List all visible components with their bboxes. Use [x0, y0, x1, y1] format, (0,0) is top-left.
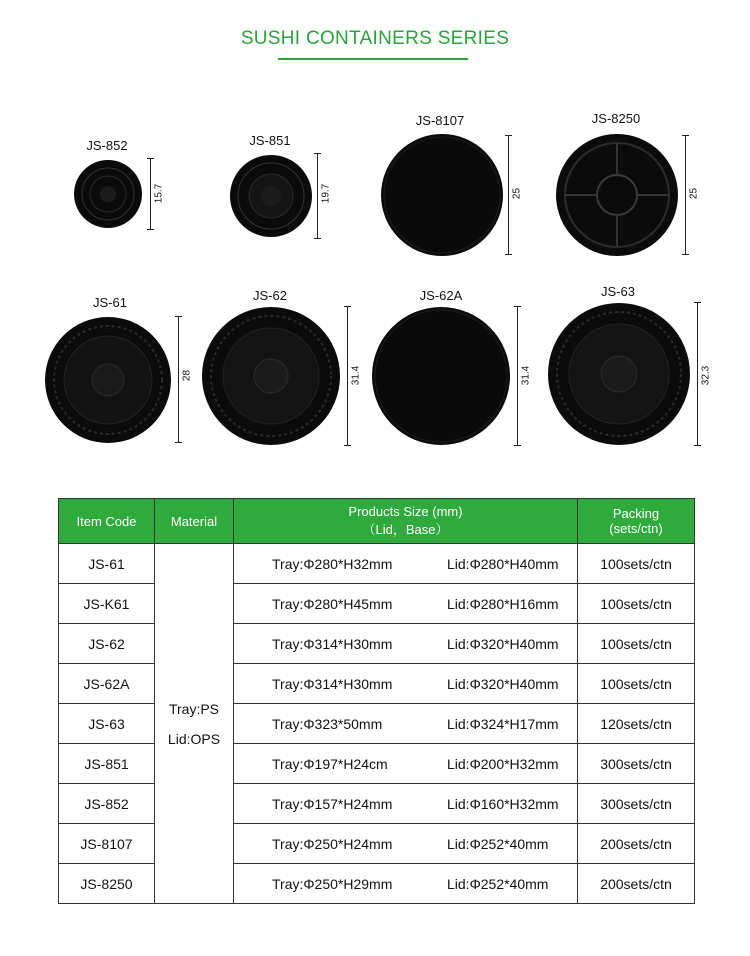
row-lid: Lid:Φ160*H32mm [447, 795, 559, 812]
container-image-js-62a [371, 306, 511, 446]
dimension-label: 28 [181, 369, 193, 382]
row-tray: Tray:Φ250*H29mm [272, 875, 393, 892]
product-code-js-8250: JS-8250 [591, 111, 641, 126]
row-code: JS-63 [59, 704, 155, 744]
material-tray: Tray:PS [168, 700, 220, 717]
dimension-line [508, 135, 509, 255]
dimension-label: 25 [511, 187, 523, 200]
row-tray: Tray:Φ314*H30mm [272, 675, 393, 692]
row-size [234, 784, 578, 824]
row-tray: Tray:Φ314*H30mm [272, 635, 393, 652]
container-image-js-851 [228, 153, 314, 239]
container-image-js-62 [201, 306, 341, 446]
dimension-label: 19.7 [320, 183, 332, 204]
header-packing-line2: (sets/ctn) [609, 521, 663, 536]
dimension-line [317, 153, 318, 239]
dimension-label: 31.4 [350, 365, 362, 386]
row-code: JS-61 [59, 544, 155, 584]
row-packing: 300sets/ctn [578, 784, 695, 824]
material-cell [155, 544, 234, 904]
row-lid: Lid:Φ200*H32mm [447, 755, 559, 772]
table-row [59, 544, 695, 584]
row-lid: Lid:Φ320*H40mm [447, 675, 559, 692]
row-size [234, 584, 578, 624]
row-packing: 120sets/ctn [578, 704, 695, 744]
row-code: JS-8250 [59, 864, 155, 904]
row-size [234, 824, 578, 864]
table-row [59, 864, 695, 904]
header-packing [578, 499, 695, 544]
product-code-js-63: JS-63 [601, 284, 635, 299]
header-size-line1: Products Size (mm) [348, 504, 463, 519]
row-tray: Tray:Φ280*H45mm [272, 595, 393, 612]
dimension-line [347, 306, 348, 446]
spec-table [58, 498, 695, 904]
dimension-line [517, 306, 518, 446]
container-image-js-8107 [380, 133, 504, 257]
row-size [234, 624, 578, 664]
table-row [59, 784, 695, 824]
row-tray: Tray:Φ280*H32mm [272, 555, 393, 572]
row-tray: Tray:Φ157*H24mm [272, 795, 393, 812]
table-row [59, 664, 695, 704]
product-code-js-8107: JS-8107 [415, 113, 465, 128]
dimension-label: 25 [688, 187, 700, 200]
title-underline [278, 58, 468, 60]
table-row [59, 584, 695, 624]
header-size-line2: （Lid，Base） [362, 522, 449, 537]
dimension-line [697, 302, 698, 446]
container-image-js-63 [547, 302, 691, 446]
row-packing: 100sets/ctn [578, 624, 695, 664]
row-size [234, 544, 578, 584]
row-packing: 100sets/ctn [578, 544, 695, 584]
row-packing: 100sets/ctn [578, 664, 695, 704]
dimension-line [150, 158, 151, 230]
row-packing: 200sets/ctn [578, 864, 695, 904]
row-lid: Lid:Φ280*H16mm [447, 595, 559, 612]
page-title: SUSHI CONTAINERS SERIES [240, 28, 510, 49]
row-lid: Lid:Φ252*40mm [447, 835, 549, 852]
table-row [59, 624, 695, 664]
row-packing: 200sets/ctn [578, 824, 695, 864]
product-code-js-62a: JS-62A [419, 288, 463, 303]
row-size [234, 664, 578, 704]
row-tray: Tray:Φ323*50mm [272, 715, 383, 732]
row-code: JS-62A [59, 664, 155, 704]
row-size [234, 744, 578, 784]
dimension-label: 32.3 [700, 365, 712, 386]
container-image-js-61 [44, 316, 172, 444]
table-row [59, 744, 695, 784]
material-lid: Lid:OPS [167, 730, 221, 747]
container-image-js-8250 [555, 133, 679, 257]
row-packing: 100sets/ctn [578, 584, 695, 624]
row-code: JS-851 [59, 744, 155, 784]
container-image-js-852 [72, 158, 144, 230]
row-code: JS-8107 [59, 824, 155, 864]
dimension-label: 31.4 [520, 365, 532, 386]
row-code: JS-K61 [59, 584, 155, 624]
row-size [234, 704, 578, 744]
dimension-line [685, 135, 686, 255]
product-code-js-62: JS-62 [253, 288, 287, 303]
header-material: Material [155, 499, 234, 544]
table-row [59, 824, 695, 864]
product-code-js-851: JS-851 [249, 133, 291, 148]
dimension-label: 15.7 [153, 183, 165, 204]
row-tray: Tray:Φ197*H24cm [272, 755, 388, 772]
table-header-row [59, 499, 695, 544]
dimension-line [178, 316, 179, 443]
header-size [234, 499, 578, 544]
row-packing: 300sets/ctn [578, 744, 695, 784]
row-lid: Lid:Φ324*H17mm [447, 715, 559, 732]
row-code: JS-62 [59, 624, 155, 664]
row-lid: Lid:Φ280*H40mm [447, 555, 559, 572]
row-tray: Tray:Φ250*H24mm [272, 835, 393, 852]
product-code-js-852: JS-852 [86, 138, 128, 153]
row-code: JS-852 [59, 784, 155, 824]
table-row [59, 704, 695, 744]
row-lid: Lid:Φ320*H40mm [447, 635, 559, 652]
header-item-code: Item Code [59, 499, 155, 544]
header-packing-line1: Packing [612, 506, 660, 521]
row-size [234, 864, 578, 904]
row-lid: Lid:Φ252*40mm [447, 875, 549, 892]
product-code-js-61: JS-61 [93, 295, 127, 310]
